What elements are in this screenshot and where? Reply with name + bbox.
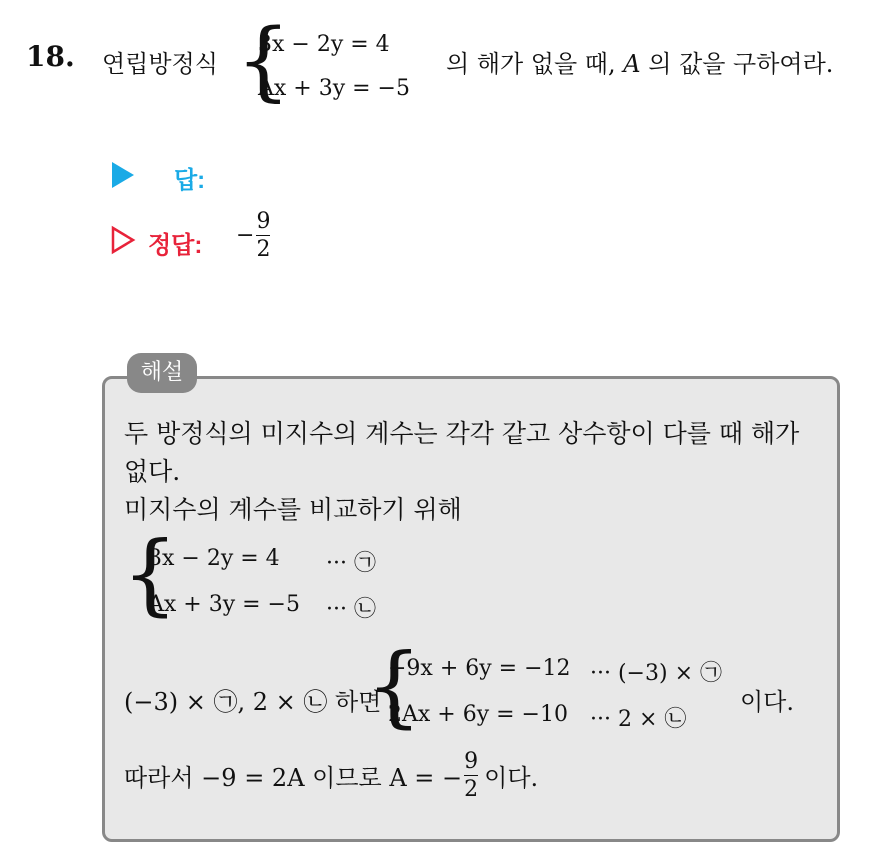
question-eq1: 3x − 2y = 4 <box>258 32 390 57</box>
correct-answer-icon <box>110 225 136 255</box>
mul-suffix: 이다. <box>740 688 794 716</box>
final-denominator: 2 <box>464 777 479 803</box>
correct-answer-value <box>236 210 270 261</box>
question-prefix: 연립방정식 <box>102 50 218 78</box>
correct-answer-label: 정답: <box>148 232 203 259</box>
question-suffix-b: 의 값을 구하여라. <box>648 50 834 78</box>
sys2-brace: { <box>366 634 422 737</box>
solution-line2: 없다. <box>124 457 181 486</box>
answer-label: 답: <box>174 167 206 194</box>
question-number: 18. <box>26 40 75 73</box>
final-numerator: 9 <box>464 749 479 774</box>
sys1-note2: ··· ㉡ <box>326 597 376 622</box>
question-eq2: Ax + 3y = −5 <box>258 76 410 101</box>
sys1-note1: ··· ㉠ <box>326 551 376 576</box>
sys2-eq1: −9x + 6y = −12 <box>388 656 571 681</box>
final-suffix: 이다. <box>484 764 539 793</box>
solution-line3: 미지수의 계수를 비교하기 위해 <box>124 495 462 524</box>
sys2-note1: ··· (−3) × ㉠ <box>590 661 722 686</box>
question-brace: { <box>236 11 291 111</box>
question-suffix-var: A <box>623 50 641 78</box>
sys2-note2: ··· 2 × ㉡ <box>590 707 687 732</box>
answer-play-icon <box>110 160 136 190</box>
final-fraction <box>464 750 478 801</box>
final-prefix: 따라서 −9 = 2A 이므로 A = − <box>124 764 463 793</box>
final-line <box>124 750 538 801</box>
solution-line1: 두 방정식의 미지수의 계수는 각각 같고 상수항이 다를 때 해가 <box>124 419 800 448</box>
sys2-eq2: 2Ax + 6y = −10 <box>388 702 568 727</box>
answer-denominator: 2 <box>256 237 271 263</box>
sys1-eq2: Ax + 3y = −5 <box>148 592 300 617</box>
sys1-brace: { <box>122 522 178 625</box>
sys1-eq1: 3x − 2y = 4 <box>148 546 280 571</box>
solution-tag: 해설 <box>127 353 197 393</box>
answer-sign: − <box>236 223 255 249</box>
answer-fraction <box>256 210 270 261</box>
question-suffix <box>446 44 833 79</box>
mul-prefix: (−3) × ㉠, 2 × ㉡ 하면 <box>124 688 382 716</box>
question-suffix-a: 의 해가 없을 때, <box>446 50 616 78</box>
answer-numerator: 9 <box>256 209 271 234</box>
